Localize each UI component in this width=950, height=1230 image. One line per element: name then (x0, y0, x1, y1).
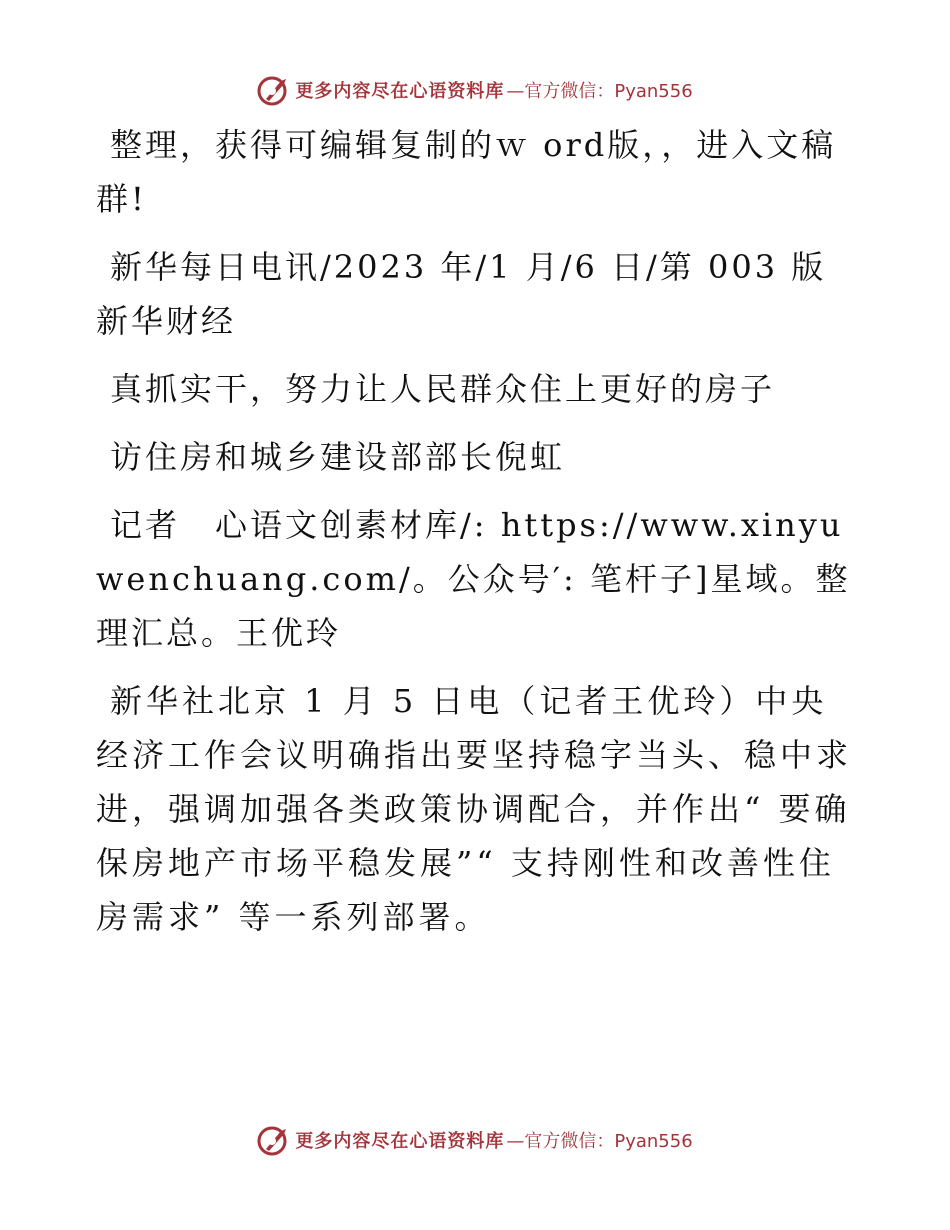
paragraph-intro: 整理，获得可编辑复制的ｗ ord版，，进入文稿群! (96, 126, 837, 218)
article-title: 真抓实干，努力让人民群众住上更好的房子 (110, 370, 776, 408)
header-watermark (0, 70, 950, 110)
article-subtitle: 访住房和城乡建设部部长倪虹 (110, 438, 566, 476)
paragraph-byline: 记者 心语文创素材库/: https://www.xinyuwenchuang.com/。公众号′: 笔杆子]星域。整理汇总。王优玲 (96, 506, 851, 652)
document-body (96, 118, 856, 958)
pen-circle-logo-icon (257, 73, 291, 107)
footer-watermark (0, 1120, 950, 1160)
watermark-text: 更多内容尽在心语资料库 (295, 81, 505, 102)
pen-circle-logo-icon (257, 1123, 291, 1157)
paragraph-source: 新华每日电讯/2023 年/1 月/6 日/第 003 版新华财经 (96, 248, 827, 340)
watermark-suffix: —官方微信：Pyan556 (506, 81, 693, 102)
watermark-text: 更多内容尽在心语资料库 (295, 1131, 505, 1152)
paragraph-body: 新华社北京 1 月 5 日电（记者王优玲）中央经济工作会议明确指出要坚持稳字当头、稳中求进，强调加强各类政策协调配合，并作出“ 要确保房地产市场平稳发展”“ 支持刚性和改善性住房需求” 等一系列部署。 (96, 682, 853, 936)
watermark-suffix: —官方微信：Pyan556 (506, 1131, 693, 1152)
